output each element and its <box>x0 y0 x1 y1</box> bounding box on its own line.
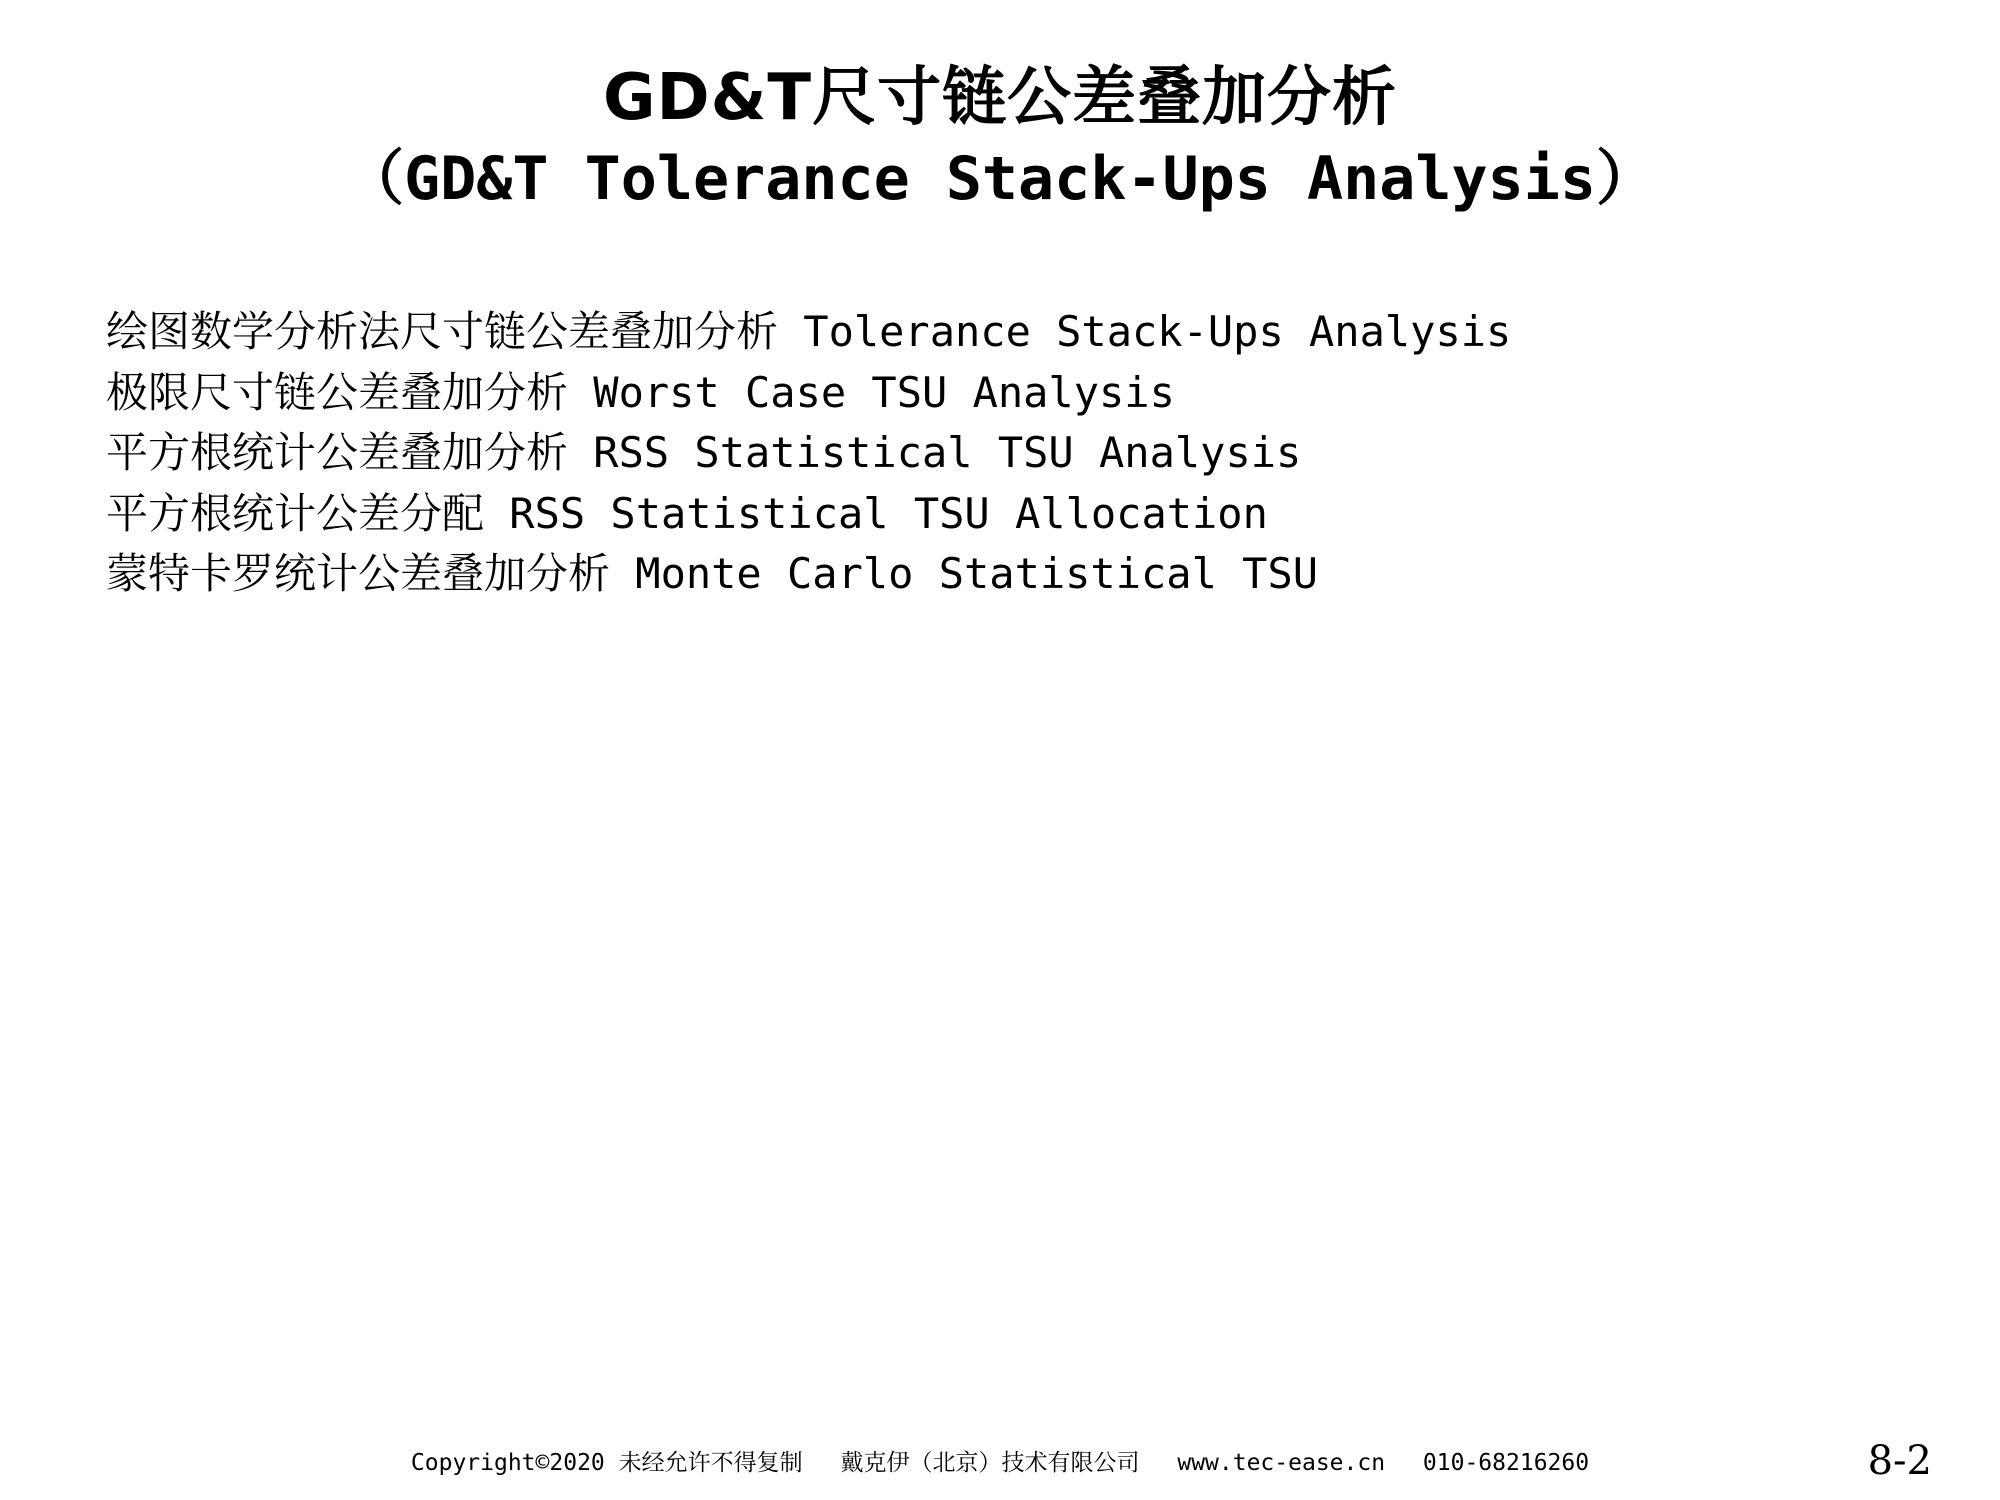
topic-list <box>106 302 1956 605</box>
topic-item: 蒙特卡罗统计公差叠加分析 Monte Carlo Statistical TSU <box>106 549 1319 598</box>
footer-company: 戴克伊（北京）技术有限公司 <box>840 1450 1140 1476</box>
topic-item: 极限尺寸链公差叠加分析 Worst Case TSU Analysis <box>106 367 1175 417</box>
page-number: 8-2 <box>1867 1438 1932 1484</box>
title-chinese: GD&T尺寸链公差叠加分析 <box>602 61 1398 135</box>
title-block <box>0 58 2000 220</box>
footer-phone: 010-68216260 <box>1422 1450 1590 1476</box>
footer-copyright: Copyright©2020 未经允许不得复制 <box>410 1450 803 1476</box>
footer-website: www.tec-ease.cn <box>1177 1450 1386 1476</box>
topic-item: 平方根统计公差分配 RSS Statistical TSU Allocation <box>106 488 1268 538</box>
footer <box>0 1448 2000 1478</box>
title-english: （GD&T Tolerance Stack-Ups Analysis） <box>343 144 1657 214</box>
topic-item: 平方根统计公差叠加分析 RSS Statistical TSU Analysis <box>106 428 1302 477</box>
topic-item: 绘图数学分析法尺寸链公差叠加分析 Tolerance Stack-Ups Analysis <box>106 307 1512 356</box>
